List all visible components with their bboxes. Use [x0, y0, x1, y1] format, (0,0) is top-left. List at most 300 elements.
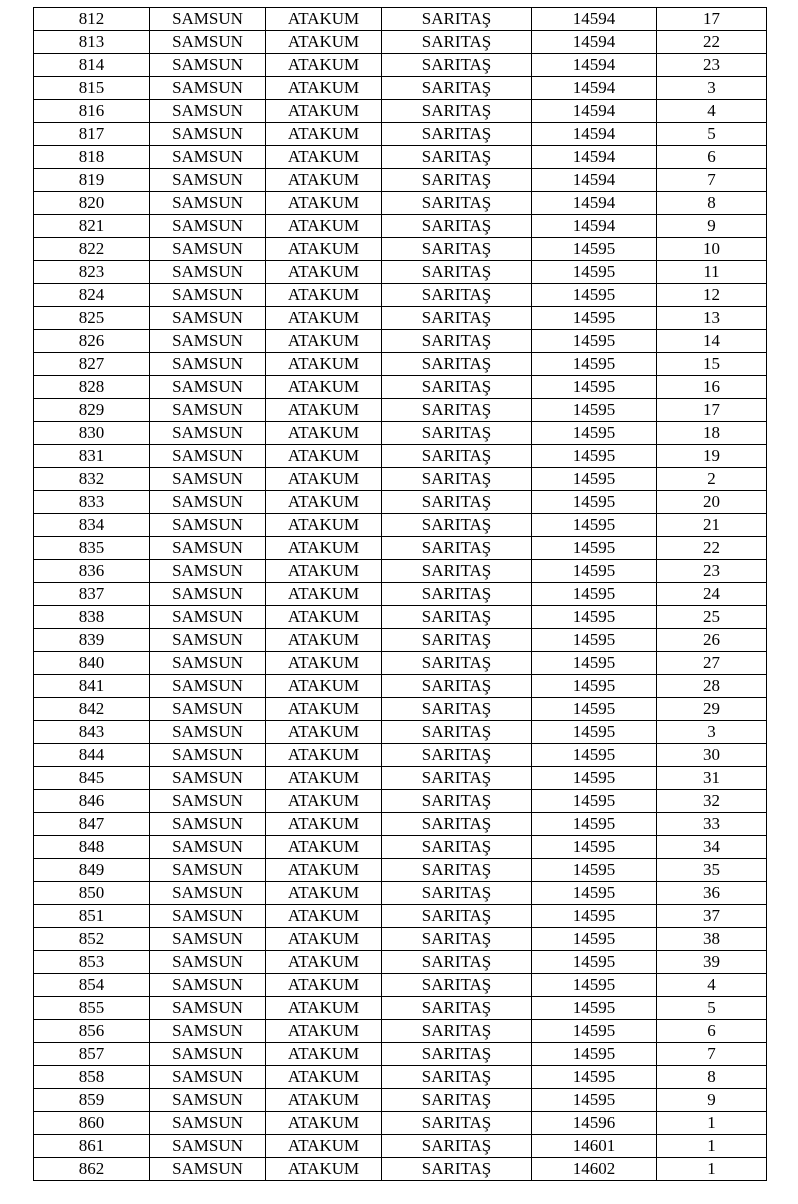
province-cell: SAMSUN [150, 445, 266, 468]
neighborhood-cell: SARITAŞ [382, 100, 532, 123]
table-row [34, 238, 767, 261]
table-row [34, 491, 767, 514]
block-cell: 14595 [532, 974, 657, 997]
row-number-cell: 845 [34, 767, 150, 790]
province-cell: SAMSUN [150, 422, 266, 445]
row-number-cell: 841 [34, 675, 150, 698]
neighborhood-cell: SARITAŞ [382, 583, 532, 606]
neighborhood-cell: SARITAŞ [382, 606, 532, 629]
neighborhood-cell: SARITAŞ [382, 491, 532, 514]
parcel-cell: 17 [657, 399, 767, 422]
neighborhood-cell: SARITAŞ [382, 537, 532, 560]
row-number-cell: 822 [34, 238, 150, 261]
table-row [34, 123, 767, 146]
neighborhood-cell: SARITAŞ [382, 1158, 532, 1181]
table-row [34, 560, 767, 583]
row-number-cell: 832 [34, 468, 150, 491]
parcel-cell: 1 [657, 1158, 767, 1181]
parcel-cell: 15 [657, 353, 767, 376]
row-number-cell: 817 [34, 123, 150, 146]
district-cell: ATAKUM [266, 77, 382, 100]
parcel-cell: 36 [657, 882, 767, 905]
table-row [34, 1066, 767, 1089]
table-row [34, 261, 767, 284]
neighborhood-cell: SARITAŞ [382, 1089, 532, 1112]
row-number-cell: 859 [34, 1089, 150, 1112]
block-cell: 14595 [532, 652, 657, 675]
province-cell: SAMSUN [150, 629, 266, 652]
table-row [34, 974, 767, 997]
table-row [34, 882, 767, 905]
province-cell: SAMSUN [150, 836, 266, 859]
table-row [34, 54, 767, 77]
row-number-cell: 850 [34, 882, 150, 905]
row-number-cell: 856 [34, 1020, 150, 1043]
row-number-cell: 837 [34, 583, 150, 606]
block-cell: 14594 [532, 169, 657, 192]
parcel-cell: 23 [657, 560, 767, 583]
province-cell: SAMSUN [150, 330, 266, 353]
block-cell: 14595 [532, 997, 657, 1020]
parcel-cell: 23 [657, 54, 767, 77]
block-cell: 14595 [532, 767, 657, 790]
block-cell: 14595 [532, 560, 657, 583]
parcel-table [33, 7, 767, 1181]
district-cell: ATAKUM [266, 215, 382, 238]
row-number-cell: 814 [34, 54, 150, 77]
block-cell: 14596 [532, 1112, 657, 1135]
parcel-cell: 37 [657, 905, 767, 928]
row-number-cell: 854 [34, 974, 150, 997]
table-row [34, 399, 767, 422]
neighborhood-cell: SARITAŞ [382, 399, 532, 422]
block-cell: 14595 [532, 1089, 657, 1112]
neighborhood-cell: SARITAŞ [382, 744, 532, 767]
neighborhood-cell: SARITAŞ [382, 468, 532, 491]
block-cell: 14594 [532, 8, 657, 31]
province-cell: SAMSUN [150, 192, 266, 215]
district-cell: ATAKUM [266, 882, 382, 905]
province-cell: SAMSUN [150, 583, 266, 606]
block-cell: 14595 [532, 606, 657, 629]
table-row [34, 8, 767, 31]
table-row [34, 790, 767, 813]
row-number-cell: 835 [34, 537, 150, 560]
province-cell: SAMSUN [150, 905, 266, 928]
parcel-cell: 31 [657, 767, 767, 790]
province-cell: SAMSUN [150, 974, 266, 997]
row-number-cell: 829 [34, 399, 150, 422]
block-cell: 14595 [532, 675, 657, 698]
table-row [34, 951, 767, 974]
parcel-cell: 6 [657, 146, 767, 169]
row-number-cell: 836 [34, 560, 150, 583]
block-cell: 14594 [532, 54, 657, 77]
district-cell: ATAKUM [266, 376, 382, 399]
row-number-cell: 825 [34, 307, 150, 330]
neighborhood-cell: SARITAŞ [382, 8, 532, 31]
neighborhood-cell: SARITAŞ [382, 721, 532, 744]
province-cell: SAMSUN [150, 399, 266, 422]
row-number-cell: 830 [34, 422, 150, 445]
row-number-cell: 852 [34, 928, 150, 951]
province-cell: SAMSUN [150, 307, 266, 330]
block-cell: 14595 [532, 1043, 657, 1066]
district-cell: ATAKUM [266, 951, 382, 974]
parcel-cell: 25 [657, 606, 767, 629]
district-cell: ATAKUM [266, 284, 382, 307]
block-cell: 14595 [532, 698, 657, 721]
province-cell: SAMSUN [150, 721, 266, 744]
block-cell: 14595 [532, 422, 657, 445]
row-number-cell: 831 [34, 445, 150, 468]
block-cell: 14595 [532, 744, 657, 767]
block-cell: 14602 [532, 1158, 657, 1181]
row-number-cell: 848 [34, 836, 150, 859]
province-cell: SAMSUN [150, 560, 266, 583]
neighborhood-cell: SARITAŞ [382, 284, 532, 307]
neighborhood-cell: SARITAŞ [382, 1112, 532, 1135]
table-row [34, 928, 767, 951]
table-row [34, 721, 767, 744]
table-row [34, 1043, 767, 1066]
parcel-cell: 14 [657, 330, 767, 353]
parcel-cell: 35 [657, 859, 767, 882]
block-cell: 14595 [532, 790, 657, 813]
table-row [34, 445, 767, 468]
parcel-cell: 21 [657, 514, 767, 537]
district-cell: ATAKUM [266, 652, 382, 675]
row-number-cell: 828 [34, 376, 150, 399]
block-cell: 14594 [532, 77, 657, 100]
row-number-cell: 816 [34, 100, 150, 123]
row-number-cell: 834 [34, 514, 150, 537]
parcel-cell: 6 [657, 1020, 767, 1043]
province-cell: SAMSUN [150, 951, 266, 974]
document-page [33, 7, 766, 1181]
block-cell: 14595 [532, 583, 657, 606]
row-number-cell: 857 [34, 1043, 150, 1066]
block-cell: 14595 [532, 951, 657, 974]
neighborhood-cell: SARITAŞ [382, 928, 532, 951]
province-cell: SAMSUN [150, 100, 266, 123]
district-cell: ATAKUM [266, 1020, 382, 1043]
table-row [34, 813, 767, 836]
province-cell: SAMSUN [150, 123, 266, 146]
parcel-cell: 13 [657, 307, 767, 330]
province-cell: SAMSUN [150, 1112, 266, 1135]
table-row [34, 77, 767, 100]
block-cell: 14594 [532, 146, 657, 169]
block-cell: 14595 [532, 330, 657, 353]
table-row [34, 1089, 767, 1112]
district-cell: ATAKUM [266, 54, 382, 77]
row-number-cell: 826 [34, 330, 150, 353]
block-cell: 14594 [532, 31, 657, 54]
province-cell: SAMSUN [150, 606, 266, 629]
table-row [34, 859, 767, 882]
parcel-cell: 34 [657, 836, 767, 859]
neighborhood-cell: SARITAŞ [382, 77, 532, 100]
neighborhood-cell: SARITAŞ [382, 560, 532, 583]
table-row [34, 698, 767, 721]
row-number-cell: 821 [34, 215, 150, 238]
table-row [34, 629, 767, 652]
neighborhood-cell: SARITAŞ [382, 31, 532, 54]
province-cell: SAMSUN [150, 928, 266, 951]
district-cell: ATAKUM [266, 1043, 382, 1066]
district-cell: ATAKUM [266, 169, 382, 192]
block-cell: 14595 [532, 905, 657, 928]
table-row [34, 675, 767, 698]
neighborhood-cell: SARITAŞ [382, 54, 532, 77]
neighborhood-cell: SARITAŞ [382, 629, 532, 652]
row-number-cell: 820 [34, 192, 150, 215]
row-number-cell: 818 [34, 146, 150, 169]
parcel-cell: 28 [657, 675, 767, 698]
province-cell: SAMSUN [150, 767, 266, 790]
row-number-cell: 812 [34, 8, 150, 31]
province-cell: SAMSUN [150, 215, 266, 238]
row-number-cell: 833 [34, 491, 150, 514]
district-cell: ATAKUM [266, 675, 382, 698]
table-row [34, 31, 767, 54]
province-cell: SAMSUN [150, 744, 266, 767]
parcel-cell: 27 [657, 652, 767, 675]
table-row [34, 997, 767, 1020]
parcel-cell: 20 [657, 491, 767, 514]
district-cell: ATAKUM [266, 100, 382, 123]
table-body [34, 8, 767, 1181]
district-cell: ATAKUM [266, 813, 382, 836]
block-cell: 14595 [532, 491, 657, 514]
table-row [34, 583, 767, 606]
district-cell: ATAKUM [266, 560, 382, 583]
district-cell: ATAKUM [266, 422, 382, 445]
province-cell: SAMSUN [150, 997, 266, 1020]
district-cell: ATAKUM [266, 330, 382, 353]
row-number-cell: 861 [34, 1135, 150, 1158]
district-cell: ATAKUM [266, 8, 382, 31]
province-cell: SAMSUN [150, 1158, 266, 1181]
neighborhood-cell: SARITAŞ [382, 376, 532, 399]
district-cell: ATAKUM [266, 928, 382, 951]
neighborhood-cell: SARITAŞ [382, 215, 532, 238]
neighborhood-cell: SARITAŞ [382, 146, 532, 169]
neighborhood-cell: SARITAŞ [382, 1020, 532, 1043]
block-cell: 14595 [532, 514, 657, 537]
district-cell: ATAKUM [266, 353, 382, 376]
table-row [34, 215, 767, 238]
row-number-cell: 862 [34, 1158, 150, 1181]
row-number-cell: 813 [34, 31, 150, 54]
block-cell: 14595 [532, 859, 657, 882]
district-cell: ATAKUM [266, 974, 382, 997]
district-cell: ATAKUM [266, 1112, 382, 1135]
table-row [34, 767, 767, 790]
table-row [34, 307, 767, 330]
province-cell: SAMSUN [150, 54, 266, 77]
parcel-cell: 12 [657, 284, 767, 307]
province-cell: SAMSUN [150, 1020, 266, 1043]
district-cell: ATAKUM [266, 537, 382, 560]
district-cell: ATAKUM [266, 629, 382, 652]
table-row [34, 514, 767, 537]
parcel-cell: 30 [657, 744, 767, 767]
row-number-cell: 823 [34, 261, 150, 284]
neighborhood-cell: SARITAŞ [382, 767, 532, 790]
district-cell: ATAKUM [266, 698, 382, 721]
province-cell: SAMSUN [150, 1043, 266, 1066]
district-cell: ATAKUM [266, 238, 382, 261]
block-cell: 14595 [532, 813, 657, 836]
block-cell: 14595 [532, 376, 657, 399]
district-cell: ATAKUM [266, 491, 382, 514]
block-cell: 14595 [532, 399, 657, 422]
row-number-cell: 843 [34, 721, 150, 744]
row-number-cell: 844 [34, 744, 150, 767]
parcel-cell: 22 [657, 537, 767, 560]
province-cell: SAMSUN [150, 468, 266, 491]
province-cell: SAMSUN [150, 1135, 266, 1158]
province-cell: SAMSUN [150, 31, 266, 54]
province-cell: SAMSUN [150, 353, 266, 376]
table-row [34, 192, 767, 215]
district-cell: ATAKUM [266, 905, 382, 928]
parcel-cell: 4 [657, 974, 767, 997]
row-number-cell: 842 [34, 698, 150, 721]
table-row [34, 376, 767, 399]
neighborhood-cell: SARITAŞ [382, 836, 532, 859]
district-cell: ATAKUM [266, 1158, 382, 1181]
district-cell: ATAKUM [266, 445, 382, 468]
block-cell: 14595 [532, 445, 657, 468]
parcel-cell: 39 [657, 951, 767, 974]
block-cell: 14595 [532, 836, 657, 859]
parcel-cell: 9 [657, 215, 767, 238]
neighborhood-cell: SARITAŞ [382, 1043, 532, 1066]
province-cell: SAMSUN [150, 675, 266, 698]
parcel-cell: 18 [657, 422, 767, 445]
district-cell: ATAKUM [266, 606, 382, 629]
neighborhood-cell: SARITAŞ [382, 353, 532, 376]
table-row [34, 744, 767, 767]
province-cell: SAMSUN [150, 790, 266, 813]
row-number-cell: 827 [34, 353, 150, 376]
parcel-cell: 19 [657, 445, 767, 468]
neighborhood-cell: SARITAŞ [382, 169, 532, 192]
district-cell: ATAKUM [266, 1066, 382, 1089]
parcel-cell: 7 [657, 169, 767, 192]
district-cell: ATAKUM [266, 583, 382, 606]
table-row [34, 284, 767, 307]
block-cell: 14595 [532, 238, 657, 261]
parcel-cell: 33 [657, 813, 767, 836]
province-cell: SAMSUN [150, 1089, 266, 1112]
table-row [34, 1135, 767, 1158]
table-row [34, 836, 767, 859]
province-cell: SAMSUN [150, 514, 266, 537]
province-cell: SAMSUN [150, 169, 266, 192]
block-cell: 14595 [532, 629, 657, 652]
table-row [34, 905, 767, 928]
block-cell: 14595 [532, 307, 657, 330]
parcel-cell: 38 [657, 928, 767, 951]
parcel-cell: 29 [657, 698, 767, 721]
district-cell: ATAKUM [266, 399, 382, 422]
row-number-cell: 847 [34, 813, 150, 836]
block-cell: 14595 [532, 882, 657, 905]
province-cell: SAMSUN [150, 376, 266, 399]
neighborhood-cell: SARITAŞ [382, 307, 532, 330]
table-row [34, 353, 767, 376]
table-row [34, 1112, 767, 1135]
parcel-cell: 11 [657, 261, 767, 284]
district-cell: ATAKUM [266, 1135, 382, 1158]
district-cell: ATAKUM [266, 261, 382, 284]
district-cell: ATAKUM [266, 307, 382, 330]
district-cell: ATAKUM [266, 790, 382, 813]
province-cell: SAMSUN [150, 537, 266, 560]
table-row [34, 606, 767, 629]
table-row [34, 146, 767, 169]
neighborhood-cell: SARITAŞ [382, 905, 532, 928]
province-cell: SAMSUN [150, 698, 266, 721]
block-cell: 14595 [532, 353, 657, 376]
parcel-cell: 3 [657, 77, 767, 100]
district-cell: ATAKUM [266, 767, 382, 790]
province-cell: SAMSUN [150, 284, 266, 307]
block-cell: 14595 [532, 1020, 657, 1043]
district-cell: ATAKUM [266, 146, 382, 169]
district-cell: ATAKUM [266, 997, 382, 1020]
province-cell: SAMSUN [150, 77, 266, 100]
block-cell: 14595 [532, 928, 657, 951]
block-cell: 14594 [532, 100, 657, 123]
neighborhood-cell: SARITAŞ [382, 698, 532, 721]
parcel-cell: 4 [657, 100, 767, 123]
province-cell: SAMSUN [150, 8, 266, 31]
neighborhood-cell: SARITAŞ [382, 1135, 532, 1158]
row-number-cell: 849 [34, 859, 150, 882]
province-cell: SAMSUN [150, 1066, 266, 1089]
table-row [34, 537, 767, 560]
district-cell: ATAKUM [266, 859, 382, 882]
table-row [34, 100, 767, 123]
parcel-cell: 32 [657, 790, 767, 813]
district-cell: ATAKUM [266, 1089, 382, 1112]
district-cell: ATAKUM [266, 192, 382, 215]
parcel-cell: 22 [657, 31, 767, 54]
block-cell: 14595 [532, 537, 657, 560]
row-number-cell: 846 [34, 790, 150, 813]
neighborhood-cell: SARITAŞ [382, 238, 532, 261]
block-cell: 14594 [532, 192, 657, 215]
neighborhood-cell: SARITAŞ [382, 123, 532, 146]
parcel-cell: 17 [657, 8, 767, 31]
district-cell: ATAKUM [266, 123, 382, 146]
row-number-cell: 819 [34, 169, 150, 192]
province-cell: SAMSUN [150, 238, 266, 261]
neighborhood-cell: SARITAŞ [382, 882, 532, 905]
province-cell: SAMSUN [150, 813, 266, 836]
neighborhood-cell: SARITAŞ [382, 261, 532, 284]
district-cell: ATAKUM [266, 468, 382, 491]
neighborhood-cell: SARITAŞ [382, 514, 532, 537]
neighborhood-cell: SARITAŞ [382, 1066, 532, 1089]
block-cell: 14595 [532, 261, 657, 284]
neighborhood-cell: SARITAŞ [382, 813, 532, 836]
